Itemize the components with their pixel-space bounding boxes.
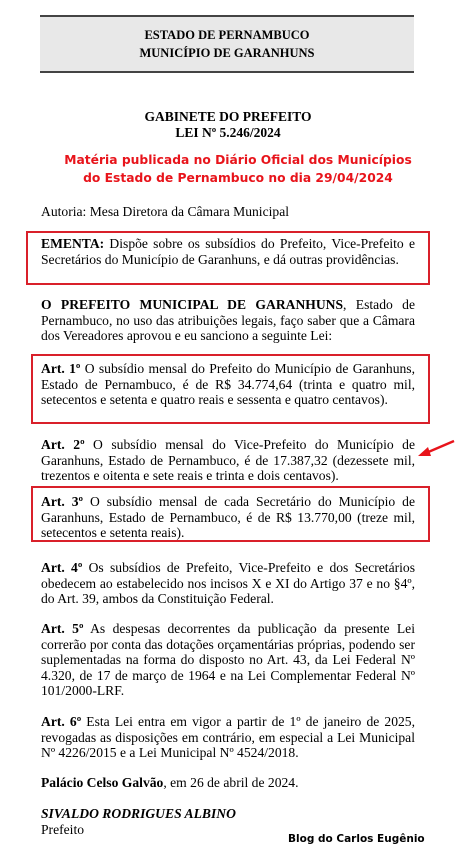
office-title: GABINETE DO PREFEITO [144, 109, 312, 124]
article-label: Art. 5º [41, 621, 84, 636]
article-label: Art. 3º [41, 494, 83, 509]
article-text: O subsídio mensal do Prefeito do Município de Garanhuns, Estado de Pernambuco, é de R$ 34.774,64 (trinta e quatro mil, setecentos e setenta e quatro reais e sessenta e quatro centavos). [41, 361, 415, 407]
title-block [0, 109, 456, 141]
signature-place: Palácio Celso Galvão [41, 775, 164, 790]
signatory-name-text: SIVALDO RODRIGUES ALBINO [41, 806, 236, 821]
preamble-text: , Estado de Pernambuco, no uso das atribuições legais, faço saber que a Câmara dos Vereadores aprovou e eu sanciono a seguinte Lei: [41, 297, 415, 343]
signatory-role: Prefeito [41, 822, 85, 837]
signatory-name [41, 806, 415, 822]
article-label: Art. 6º [41, 714, 82, 729]
law-number: LEI Nº 5.246/2024 [175, 125, 281, 140]
article-text: As despesas decorrentes da publicação da presente Lei correrão por conta das dotações orçamentárias próprias, podendo ser suplementadas na forma do disposto no Art. 43, da Lei Federal Nº 4.320, de 17 de março de 1964 e na Lei Complementar Federal Nº 101/2000-LRF. [41, 621, 415, 698]
article-3 [41, 494, 415, 541]
article-label: Art. 2º [41, 437, 85, 452]
signature-place-date [41, 775, 415, 791]
red-arrow-icon [416, 438, 456, 462]
article-text: Esta Lei entra em vigor a partir de 1º de janeiro de 2025, revogadas as disposições em contrário, em especial a Lei Municipal Nº 4226/2015 e a Lei Municipal Nº 4524/2018. [41, 714, 415, 760]
blog-credit: Blog do Carlos Eugênio [288, 833, 425, 845]
ementa-text: Dispõe sobre os subsídios do Prefeito, Vice-Prefeito e Secretários do Município de Garanhuns, e dá outras providências. [41, 236, 415, 267]
document-header [40, 15, 414, 73]
article-6 [41, 714, 415, 761]
article-label: Art. 1º [41, 361, 81, 376]
preamble-bold: O PREFEITO MUNICIPAL DE GARANHUNS [41, 297, 344, 312]
ementa [41, 236, 415, 267]
article-text: O subsídio mensal de cada Secretário do Município de Garanhuns, Estado de Pernambuco, é de R$ 13.770,00 (treze mil, setecentos e setenta reais). [41, 494, 415, 540]
header-state: ESTADO DE PERNAMBUCO [144, 28, 310, 42]
article-1 [41, 361, 415, 408]
signature-date: , em 26 de abril de 2024. [163, 775, 299, 790]
article-text: Os subsídios de Prefeito, Vice-Prefeito e dos Secretários obedecem ao estabelecido nos incisos X e XI do Artigo 37 e no §4º, do Art. 39, ambos da Constituição Federal. [41, 560, 415, 606]
header-municipality: MUNICÍPIO DE GARANHUNS [139, 46, 315, 60]
publication-note-line2: do Estado de Pernambuco no dia 29/04/2024 [83, 171, 393, 185]
publication-note-line1: Matéria publicada no Diário Oficial dos Municípios [64, 153, 412, 167]
authorship: Autoria: Mesa Diretora da Câmara Municipal [41, 204, 289, 219]
article-text: O subsídio mensal do Vice-Prefeito do Município de Garanhuns, Estado de Pernambuco, é de 17.387,32 (dezessete mil, trezentos e oitenta e sete reais e trinta e dois centavos). [41, 437, 415, 483]
article-4 [41, 560, 415, 607]
ementa-label: EMENTA: [41, 236, 105, 251]
article-2 [41, 437, 415, 484]
publication-note [48, 151, 428, 187]
article-label: Art. 4º [41, 560, 83, 575]
article-5 [41, 621, 415, 699]
preamble [41, 297, 415, 344]
